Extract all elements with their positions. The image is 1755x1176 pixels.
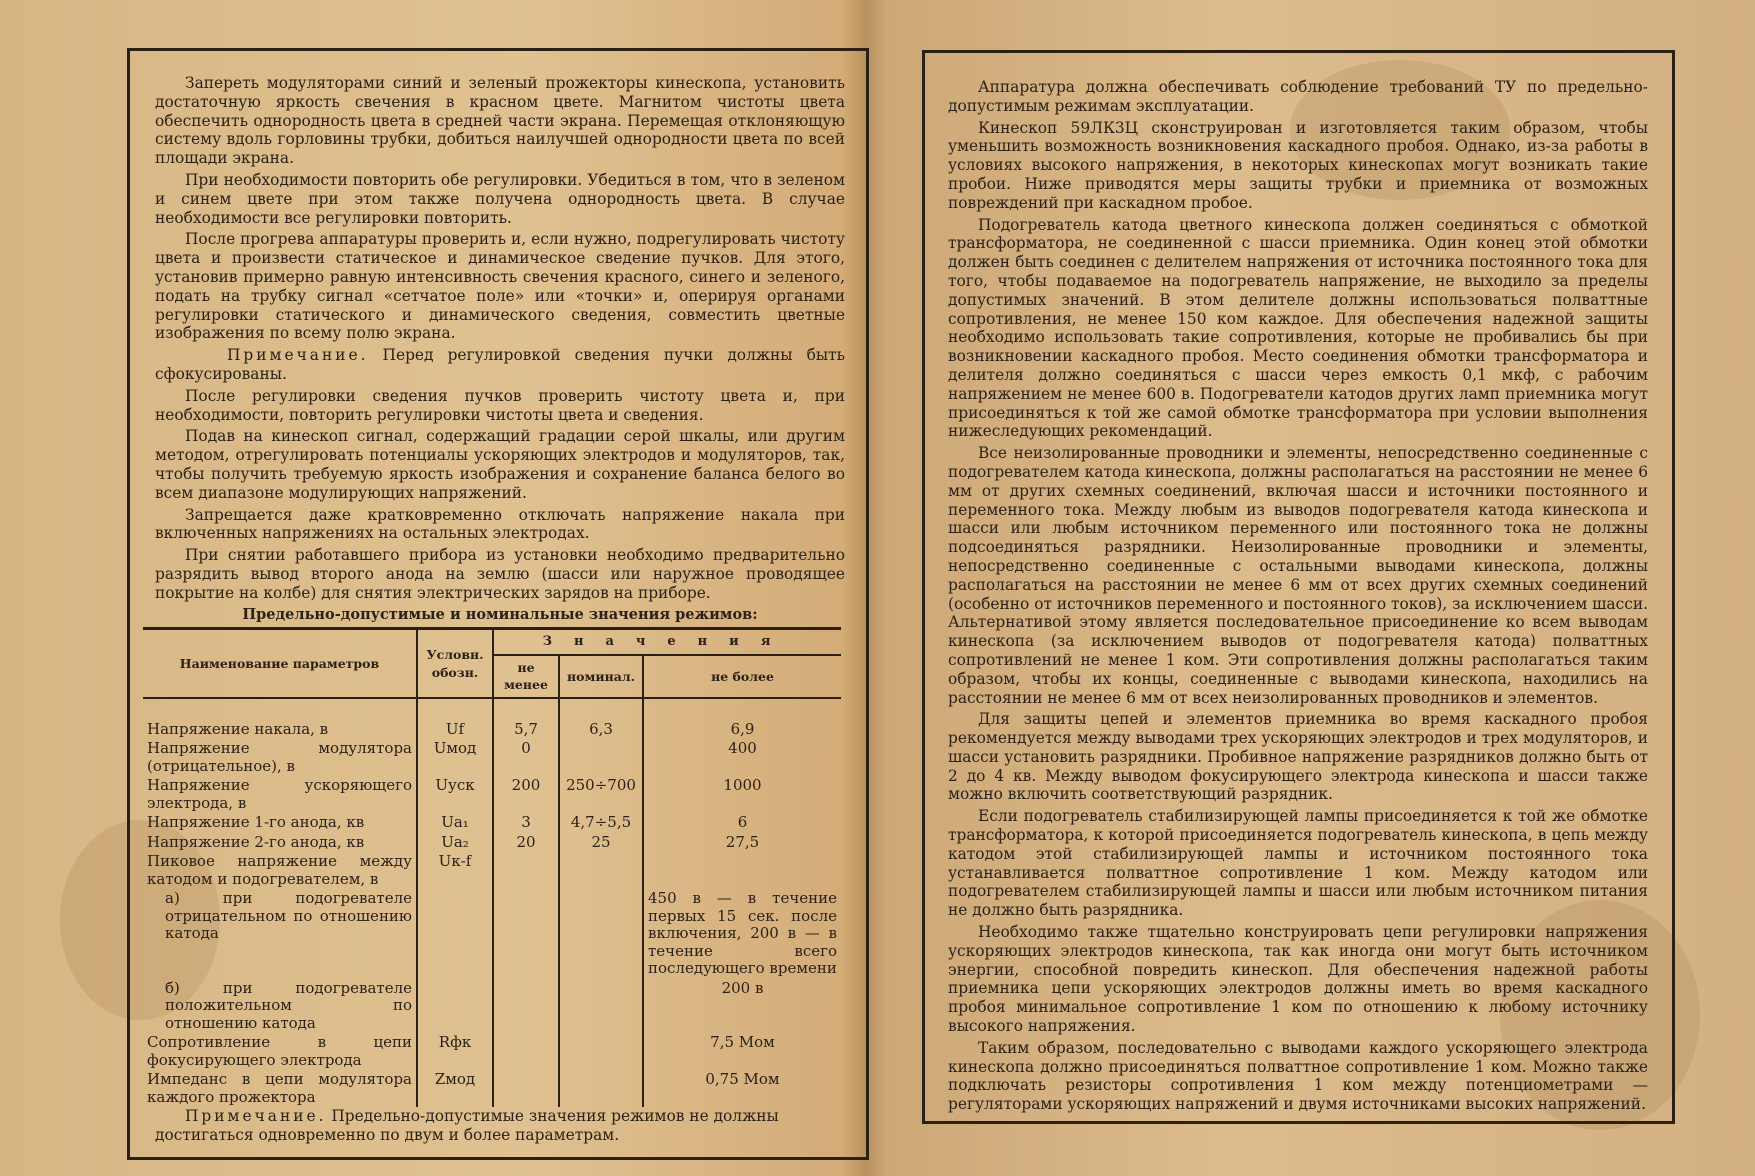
cell-nom: 6,3 bbox=[559, 698, 643, 740]
note bbox=[155, 346, 845, 384]
cell-min: 20 bbox=[493, 833, 559, 853]
parameters-table bbox=[143, 627, 841, 1107]
cell-min bbox=[493, 852, 559, 889]
cell-name: б) при подогревателе положительном по отношению катода bbox=[165, 978, 412, 1032]
cell-nom bbox=[559, 979, 643, 1034]
col-header-max: не более bbox=[643, 655, 841, 698]
cell-max: 400 bbox=[643, 739, 841, 776]
paragraph: Подав на кинескоп сигнал, содержащий градации серой шкалы, или другим методом, отрегулировать потенциалы ускоряющих электродов и модуляторов, так, чтобы получить требуемую яркость изображения и сохранение баланса белого во всем диапазоне модулирующих напряжений. bbox=[155, 427, 845, 502]
cell-name: Напряжение 2-го анода, кв bbox=[147, 832, 365, 851]
paragraph: Подогреватель катода цветного кинескопа должен соединяться с обмоткой трансформатора, не соединенной с шасси приемника. Один конец этой обмотки должен быть соединен с делителем напряжения от источника постоянного тока для того, чтобы подаваемое на подогреватель напряжение, не выходило за пределы допустимых значений. В этом делителе должны использоваться полваттные сопротивления, не менее 150 ком каждое. Для обеспечения надежной защиты необходимо использовать такие сопротивления, которые не пробивались бы при возникновении каскадного пробоя. Место соединения обмотки трансформатора и делителя должно соединяться с шасси через емкость 0,1 мкф, с рабочим напряжением не менее 600 в. Подогреватели катодов других ламп приемника могут присоединяться к той же самой обмотке трансформатора при условии выполнения нижеследующих рекомендаций. bbox=[948, 215, 1648, 441]
table-row bbox=[143, 776, 841, 813]
table-row bbox=[143, 1033, 841, 1070]
paragraph: После прогрева аппаратуры проверить и, если нужно, подрегулировать чистоту цвета и произвести статическое и динамическое сведение пучков. Для этого, установив примерно равную интенсивность свечения красного, синего и зеленого, подать на трубку сигнал «сетчатое поле» или «точки» и, оперируя органами регулировки статического и динамического сведения, совместить цветные изображения по всему полю экрана. bbox=[155, 230, 845, 343]
cell-max bbox=[643, 852, 841, 889]
col-header-min: не менее bbox=[493, 655, 559, 698]
cell-symbol bbox=[417, 889, 493, 979]
cell-min bbox=[493, 1033, 559, 1070]
cell-min bbox=[493, 979, 559, 1034]
cell-nom bbox=[559, 852, 643, 889]
cell-min: 5,7 bbox=[493, 698, 559, 740]
cell-symbol bbox=[417, 979, 493, 1034]
paragraph: Для защиты цепей и элементов приемника во время каскадного пробоя рекомендуется между выводами трех ускоряющих электродов и трех модуляторов, и шасси установить разрядники. Пробивное напряжение разрядников должно быть от 2 до 4 кв. Между выводом фокусирующего электрода кинескопа и шасси также можно включить соответствующий разрядник. bbox=[948, 710, 1648, 804]
col-header-nom: номинал. bbox=[559, 655, 643, 698]
cell-name: Сопротивление в цепи фокусирующего электрода bbox=[147, 1033, 412, 1069]
table-row bbox=[143, 852, 841, 889]
left-page-text bbox=[147, 74, 845, 1148]
paragraph: Необходимо также тщательно конструировать цепи регулировки напряжения ускоряющих электродов кинескопа, так как иногда они могут быть источником энергии, способной повредить кинескоп. Для обеспечения надежной работы приемника цепи ускоряющих электродов должны иметь во время каскадного пробоя минимальное сопротивление 1 ком по отношению к любому источнику высокого напряжения. bbox=[948, 923, 1648, 1036]
table-title: Предельно-допустимые и номинальные значения режимов: bbox=[242, 605, 758, 623]
cell-max: 6 bbox=[643, 813, 841, 833]
table-row bbox=[143, 739, 841, 776]
paragraph: При необходимости повторить обе регулировки. Убедиться в том, что в зеленом и синем цвете при этом также получена однородность цвета. В случае необходимости все регулировки повторить. bbox=[155, 170, 845, 227]
cell-name: а) при подогревателе отрицательном по отношению катода bbox=[165, 889, 412, 943]
paragraph: Если подогреватель стабилизирующей лампы присоединяется к той же обмотке трансформатора, к которой присоединяется подогреватель кинескопа, в цепь между катодом этой стабилизирующей лампы и источником постоянного тока устанавливается полваттное сопротивление 1 ком. Между катодом или подогревателем стабилизирующей лампы и шасси или любым источником питания не должно быть разрядника. bbox=[948, 807, 1648, 920]
cell-symbol: Uмод bbox=[417, 739, 493, 776]
cell-max: 450 в — в течение первых 15 сек. после включения, 200 в — в течение всего последующего времени bbox=[643, 889, 841, 979]
note bbox=[155, 1107, 845, 1145]
paragraph: Запрещается даже кратковременно отключать напряжение накала при включенных напряжениях на остальных электродах. bbox=[155, 505, 845, 543]
paragraph: Аппаратура должна обеспечивать соблюдение требований ТУ по предельно-допустимым режимам эксплуатации. bbox=[948, 78, 1648, 115]
cell-name: Напряжение накала, в bbox=[147, 719, 329, 738]
note-text: Предельно-допустимые значения режимов не должны достигаться одновременно по двум и более параметрам. bbox=[155, 1107, 779, 1145]
note-label: Примечание. bbox=[185, 1107, 327, 1126]
cell-nom: 25 bbox=[559, 833, 643, 853]
cell-symbol: Uf bbox=[417, 698, 493, 740]
cell-max: 27,5 bbox=[643, 833, 841, 853]
cell-symbol: Ua₁ bbox=[417, 813, 493, 833]
cell-max: 7,5 Мом bbox=[643, 1033, 841, 1070]
cell-symbol: Ua₂ bbox=[417, 833, 493, 853]
cell-min bbox=[493, 889, 559, 979]
cell-name: Импеданс в цепи модулятора каждого прожектора bbox=[147, 1070, 412, 1106]
note-label: Примечание. bbox=[227, 346, 369, 365]
cell-symbol: Uк-f bbox=[417, 852, 493, 889]
table-row bbox=[143, 698, 841, 740]
cell-name: Напряжение ускоряющего электрода, в bbox=[147, 776, 412, 812]
cell-nom: 4,7÷5,5 bbox=[559, 813, 643, 833]
note-text: Перед регулировкой сведения пучки должны быть сфокусированы. bbox=[155, 346, 845, 383]
cell-nom: 250÷700 bbox=[559, 776, 643, 813]
col-header-symbol: Условн. обозн. bbox=[417, 629, 493, 698]
cell-symbol: Zмод bbox=[417, 1070, 493, 1107]
cell-max: 0,75 Мом bbox=[643, 1070, 841, 1107]
cell-max: 200 в bbox=[643, 979, 841, 1034]
table-row bbox=[143, 889, 841, 979]
cell-name: Напряжение модулятора (отрицательное), в bbox=[147, 739, 412, 775]
cell-min: 0 bbox=[493, 739, 559, 776]
paragraph: Все неизолированные проводники и элементы, непосредственно соединенные с подогревателем катода кинескопа, должны располагаться на расстоянии не менее 6 мм от других схемных соединений, включая шасси и источники постоянного и переменного тока. Между любым из выводов подогревателя катода кинескопа и шасси или любым источником переменного или постоянного тока не должны подсоединяться разрядники. Неизолированные проводники и элементы, непосредственно соединенные с остальными выводами кинескопа, должны располагаться на расстоянии не менее 6 мм от всех других схемных соединений (особенно от источников переменного и постоянного токов), за исключением шасси. Альтернативой этому является последовательное присоединение ко всем выводам кинескопа (за исключением выводов от подогревателя катода) полваттных сопротивлений не менее 1 ком. Эти сопротивления должны располагаться таким образом, чтобы их концы, соединенные с выводами кинескопа, находились на расстоянии не менее 6 мм от всех неизолированных проводников и элементов. bbox=[948, 444, 1648, 707]
cell-min bbox=[493, 1070, 559, 1107]
cell-max: 1000 bbox=[643, 776, 841, 813]
cell-nom bbox=[559, 1033, 643, 1070]
cell-name: Напряжение 1-го анода, кв bbox=[147, 813, 365, 832]
col-header-name: Наименование параметров bbox=[143, 629, 417, 698]
cell-symbol: Rфк bbox=[417, 1033, 493, 1070]
paragraph: Кинескоп 59ЛК3Ц сконструирован и изготовляется таким образом, чтобы уменьшить возможность возникновения каскадного пробоя. Однако, из-за работы в условиях высокого напряжения, в некоторых кинескопах могут возникать такие пробои. Ниже приводятся меры защиты трубки и приемника от возможных повреждений при каскадном пробое. bbox=[948, 118, 1648, 212]
table-row bbox=[143, 833, 841, 853]
col-header-values: Значения bbox=[493, 629, 841, 655]
cell-max: 6,9 bbox=[643, 698, 841, 740]
right-page-text bbox=[948, 78, 1648, 1117]
table-row bbox=[143, 813, 841, 833]
cell-min: 200 bbox=[493, 776, 559, 813]
cell-nom bbox=[559, 739, 643, 776]
cell-name: Пиковое напряжение между катодом и подогревателем, в bbox=[147, 852, 412, 888]
cell-nom bbox=[559, 889, 643, 979]
cell-symbol: Uуск bbox=[417, 776, 493, 813]
paragraph: После регулировки сведения пучков проверить чистоту цвета и, при необходимости, повторить регулировки чистоты цвета и сведения. bbox=[155, 386, 845, 424]
table-row bbox=[143, 1070, 841, 1107]
paragraph: При снятии работавшего прибора из установки необходимо предварительно разрядить вывод второго анода на землю (шасси или наружное проводящее покрытие на колбе) для снятия электрических зарядов на приборе. bbox=[155, 546, 845, 602]
table-row bbox=[143, 979, 841, 1034]
cell-min: 3 bbox=[493, 813, 559, 833]
cell-nom bbox=[559, 1070, 643, 1107]
paragraph: Таким образом, последовательно с выводами каждого ускоряющего электрода кинескопа должно присоединяться полваттное сопротивление 1 ком. Можно также подключать резисторы сопротивления 1 ком между потенциометрами — регуляторами ускоряющих напряжений и двумя источниками высоких напряжений. bbox=[948, 1038, 1648, 1114]
paragraph: Запереть модуляторами синий и зеленый прожекторы кинескопа, установить достаточную яркость свечения в красном цвете. Магнитом чистоты цвета обеспечить однородность цвета в средней части экрана. Перемещая отклоняющую систему вдоль горловины трубки, добиться наилучшей однородности цвета по всей площади экрана. bbox=[155, 74, 845, 168]
